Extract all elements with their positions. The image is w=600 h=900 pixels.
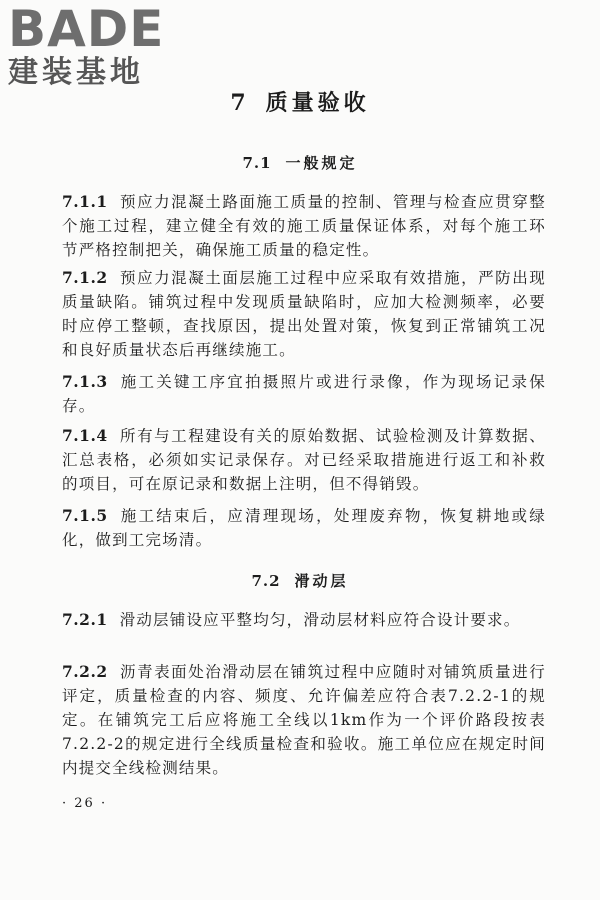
- clause-7-1-2: [62, 266, 546, 362]
- clause-text: 施工关键工序宜拍摄照片或进行录像，作为现场记录保存。: [62, 373, 546, 415]
- clause-text: 预应力混凝土面层施工过程中应采取有效措施，严防出现质量缺陷。铺筑过程中发现质量缺陷时，应加大检测频率，必要时应停工整顿，查找原因，提出处置对策，恢复到正常铺筑工况和良好质量状态后再继续施工。: [62, 269, 546, 359]
- clause-number: 7.1.3: [62, 372, 108, 391]
- clause-7-1-4: [62, 424, 546, 496]
- clause-7-2-1: [62, 608, 546, 632]
- clause-7-1-5: [62, 504, 546, 552]
- chapter-title: 质量验收: [265, 90, 370, 116]
- section-number: 7.1: [242, 154, 272, 172]
- clause-text: 所有与工程建设有关的原始数据、试验检测及计算数据、汇总表格，必须如实记录保存。对已经采取措施进行返工和补救的项目，可在原记录和数据上注明，但不得销毁。: [62, 427, 546, 493]
- clause-number: 7.2.2: [62, 662, 108, 681]
- page-number: · 26 ·: [62, 796, 108, 811]
- chapter-heading: [0, 86, 600, 117]
- clause-7-1-3: [62, 370, 546, 418]
- clause-text: 滑动层铺设应平整均匀，滑动层材料应符合设计要求。: [119, 611, 521, 629]
- clause-text: 预应力混凝土路面施工质量的控制、管理与检查应贯穿整个施工过程，建立健全有效的施工质量保证体系，对每个施工环节严格控制把关，确保施工质量的稳定性。: [62, 193, 546, 259]
- clause-number: 7.1.1: [62, 192, 108, 211]
- logo-latin-text: BADE: [8, 0, 165, 58]
- clause-number: 7.1.2: [62, 268, 108, 287]
- section-title: 一般规定: [285, 154, 358, 172]
- publisher-logo: [8, 0, 178, 90]
- clause-number: 7.1.4: [62, 426, 108, 445]
- section-number: 7.2: [251, 572, 281, 590]
- clause-number: 7.1.5: [62, 506, 108, 525]
- chapter-number: 7: [230, 90, 250, 116]
- clause-text: 施工结束后，应清理现场，处理废弃物，恢复耕地或绿化，做到工完场清。: [62, 507, 546, 549]
- section-title: 滑动层: [294, 572, 349, 590]
- logo-chinese-text: 建装基地: [8, 55, 144, 90]
- section-heading-7-2: [0, 570, 600, 591]
- clause-text: 沥青表面处治滑动层在铺筑过程中应随时对铺筑质量进行评定，质量检查的内容、频度、允许偏差应符合表7.2.2-1的规定。在铺筑完工后应将施工全线以1km作为一个评价路段按表7.2.2-2的规定进行全线质量检查和验收。施工单位应在规定时间内提交全线检测结果。: [62, 663, 546, 777]
- section-heading-7-1: [0, 152, 600, 173]
- clause-number: 7.2.1: [62, 610, 108, 629]
- clause-7-1-1: [62, 190, 546, 262]
- clause-7-2-2: [62, 660, 546, 780]
